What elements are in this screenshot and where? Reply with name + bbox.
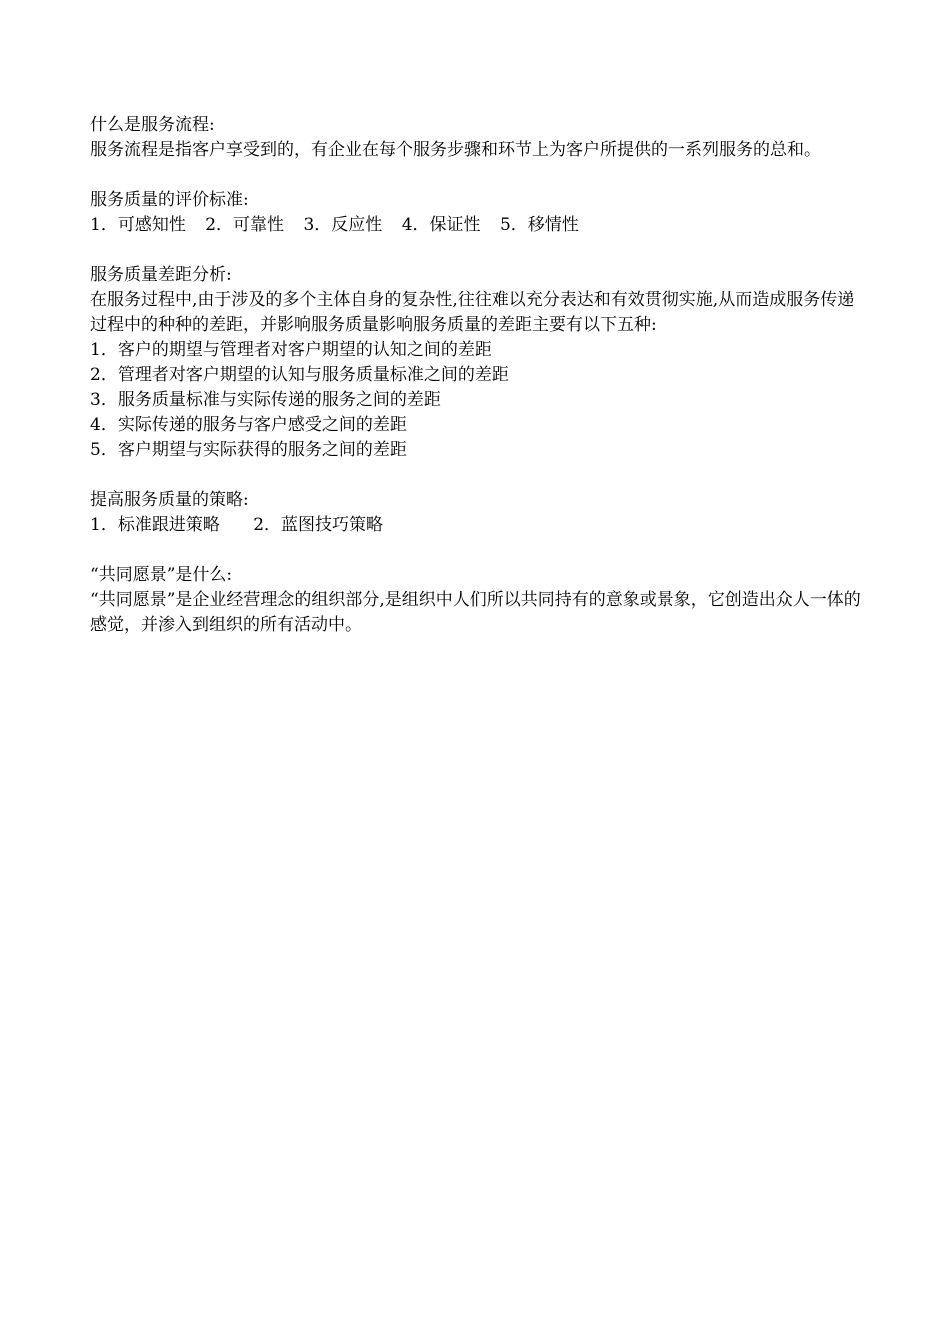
criteria-item: 5．移情性 (499, 215, 579, 235)
paragraph-shared-vision: “共同愿景”是企业经营理念的组织部分,是组织中人们所以共同持有的意象或景象，它创造出众人一体的感觉，并渗入到组织的所有活动中。 (90, 590, 861, 635)
criteria-item: 2．可靠性 (205, 215, 285, 235)
strategy-item: 2．蓝图技巧策略 (253, 515, 384, 535)
gap-item: 5．客户期望与实际获得的服务之间的差距 (90, 440, 407, 460)
section-heading-quality-criteria: 服务质量的评价标准: (90, 190, 249, 210)
strategies-list (90, 513, 865, 538)
section-heading-gap-analysis: 服务质量差距分析: (90, 265, 232, 285)
quality-criteria-list (90, 213, 865, 238)
section-heading-shared-vision: “共同愿景”是什么: (90, 565, 233, 585)
gap-item: 1．客户的期望与管理者对客户期望的认知之间的差距 (90, 340, 492, 360)
spacer (90, 538, 865, 563)
gap-item: 4．实际传递的服务与客户感受之间的差距 (90, 415, 407, 435)
criteria-item: 3．反应性 (303, 215, 383, 235)
spacer (90, 463, 865, 488)
criteria-item: 1．可感知性 (90, 215, 186, 235)
paragraph-service-process: 服务流程是指客户享受到的，有企业在每个服务步骤和环节上为客户所提供的一系列服务的总和。 (90, 140, 821, 160)
spacer (90, 238, 865, 263)
criteria-item: 4．保证性 (401, 215, 481, 235)
paragraph-gap-analysis: 在服务过程中,由于涉及的多个主体自身的复杂性,往往难以充分表达和有效贯彻实施,从而造成服务传递过程中的种种的差距，并影响服务质量影响服务质量的差距主要有以下五种: (90, 290, 855, 335)
spacer (90, 163, 865, 188)
strategy-item: 1．标准跟进策略 (90, 515, 220, 535)
section-heading-service-process: 什么是服务流程: (90, 115, 215, 135)
document-page (90, 113, 865, 638)
gap-item: 3．服务质量标准与实际传递的服务之间的差距 (90, 390, 441, 410)
section-heading-strategies: 提高服务质量的策略: (90, 490, 249, 510)
gap-item: 2．管理者对客户期望的认知与服务质量标准之间的差距 (90, 365, 509, 385)
